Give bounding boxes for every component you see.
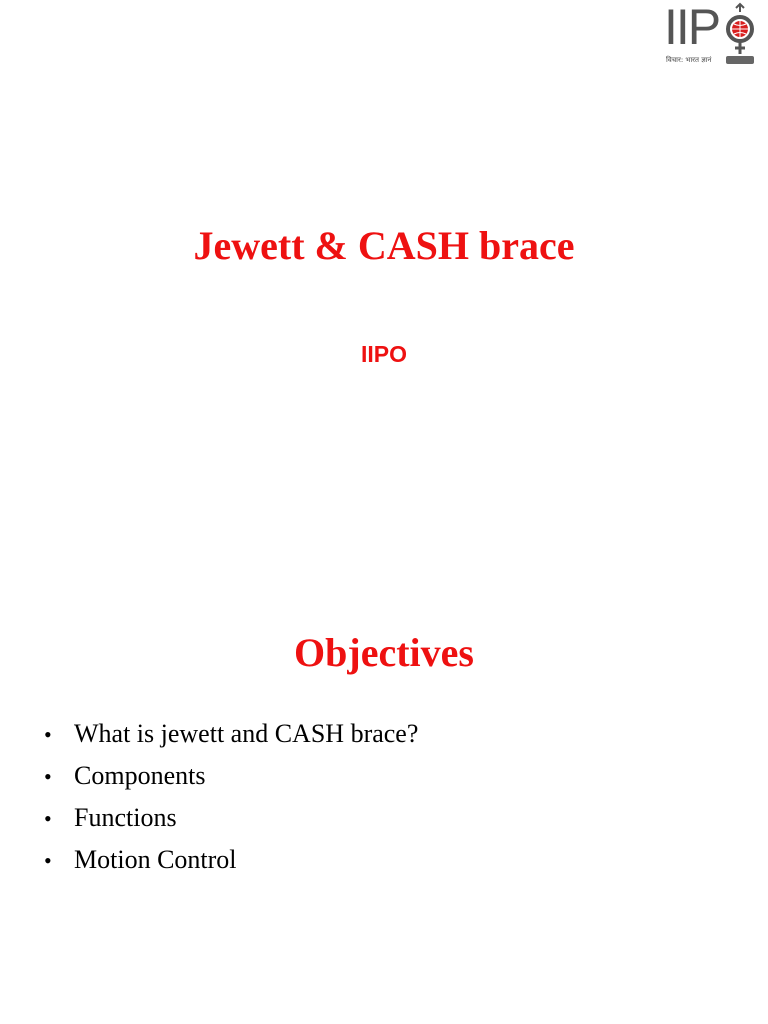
bullet-icon: • — [44, 764, 52, 789]
objectives-list — [44, 713, 418, 881]
globe-icon — [725, 2, 755, 58]
objectives-heading: Objectives — [294, 630, 474, 675]
list-item — [44, 797, 418, 839]
slide-subtitle: IIPO — [360, 341, 407, 367]
slide-title: Jewett & CASH brace — [193, 223, 575, 268]
list-item-text: Functions — [74, 803, 177, 832]
logo-tagline: विचार: भारत ज्ञानं — [666, 56, 712, 64]
list-item-text: Motion Control — [74, 845, 237, 874]
list-item — [44, 755, 418, 797]
list-item-text: Components — [74, 761, 206, 790]
logo-badge — [726, 56, 754, 64]
logo-wordmark: IIP — [664, 0, 720, 55]
list-item — [44, 713, 418, 755]
bullet-icon: • — [44, 806, 52, 831]
list-item — [44, 839, 418, 881]
bullet-icon: • — [44, 722, 52, 747]
iipo-logo — [664, 0, 754, 72]
bullet-icon: • — [44, 848, 52, 873]
list-item-text: What is jewett and CASH brace? — [74, 719, 419, 748]
